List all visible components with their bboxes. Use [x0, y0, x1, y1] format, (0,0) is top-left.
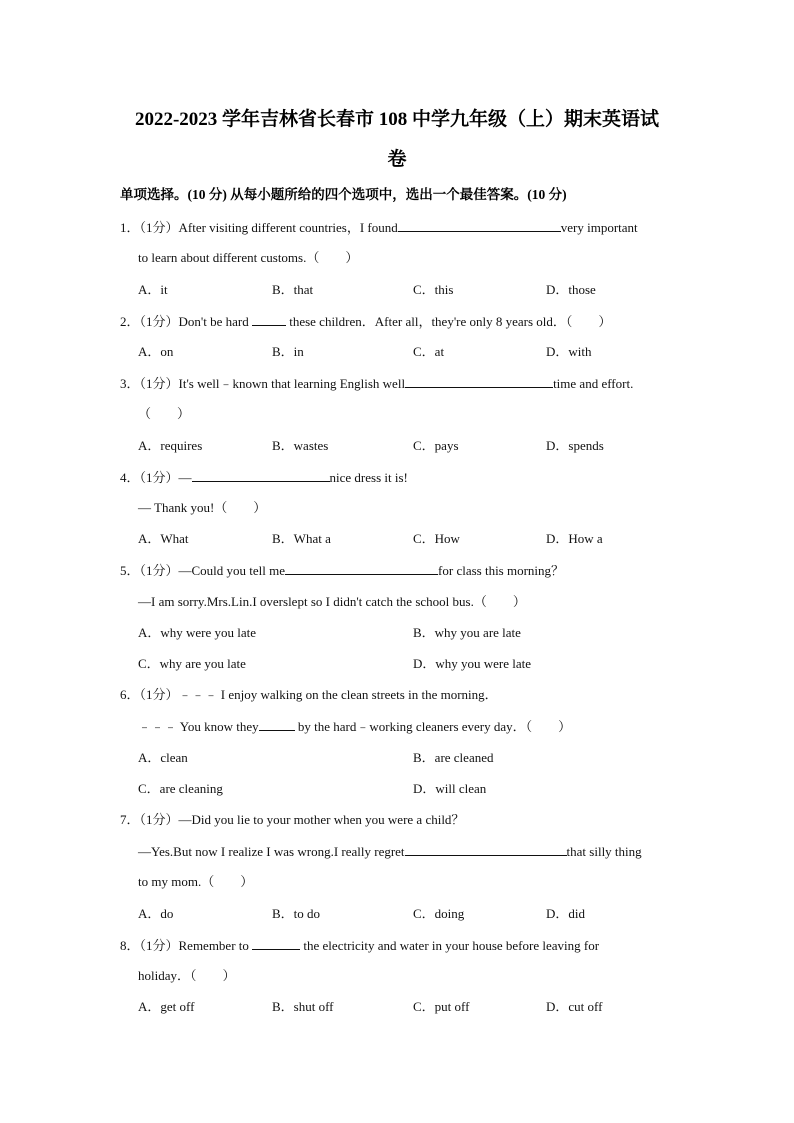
question-6-text: ﹣﹣﹣ You know they — [138, 719, 259, 734]
question-7-text-cont: that silly thing — [566, 844, 642, 859]
answer-blank — [252, 312, 286, 326]
exam-title-line-2: 卷 — [387, 149, 407, 170]
option-a: A．do — [138, 906, 174, 921]
option-b: B．why you are late — [413, 625, 521, 640]
option-b: B．wastes — [272, 438, 329, 453]
question-8 — [120, 936, 599, 955]
question-6-text-cont: by the hard﹣working cleaners every day．（ ） — [297, 719, 572, 734]
option-d: D．will clean — [413, 781, 487, 796]
question-3 — [120, 374, 633, 393]
answer-blank — [405, 374, 553, 388]
option-b: B．are cleaned — [413, 750, 494, 765]
question-7-text: —Yes.But now I realize I was wrong.I really regret — [138, 844, 405, 859]
question-3-line-2: （ ） — [138, 406, 191, 421]
answer-blank — [259, 717, 295, 731]
option-a: A．on — [138, 344, 174, 359]
option-c: C．put off — [413, 999, 470, 1014]
option-d: D．with — [546, 344, 592, 359]
question-2 — [120, 312, 611, 331]
option-d: D．why you were late — [413, 656, 532, 671]
option-a: A．requires — [138, 438, 203, 453]
question-6: 6．（1分）﹣﹣﹣ I enjoy walking on the clean streets in the morning． — [120, 687, 498, 702]
question-2-text-cont: these children．After all，they're only 8 years old．（ ） — [289, 314, 612, 329]
option-c: C．at — [413, 344, 445, 359]
question-5-text: 5．（1分）—Could you tell me — [120, 563, 286, 578]
question-1-text-cont: very important — [560, 220, 638, 235]
question-7: 7．（1分）—Did you lie to your mother when you were a child？ — [120, 812, 465, 827]
question-5-line-2: —I am sorry.Mrs.Lin.I overslept so I didn't catch the school bus.（ ） — [138, 594, 526, 609]
option-c: C．How — [413, 531, 460, 546]
question-7-line-2 — [138, 842, 642, 861]
option-d: D．How a — [546, 531, 603, 546]
exam-title-line-1: 2022-2023 学年吉林省长春市 108 中学九年级（上）期末英语试 — [134, 109, 660, 130]
option-d: D．cut off — [546, 999, 603, 1014]
option-d: D．spends — [546, 438, 604, 453]
question-2-text: 2．（1分）Don't be hard — [120, 314, 249, 329]
option-c: C．doing — [413, 906, 465, 921]
option-b: B．that — [272, 282, 314, 297]
question-1-line-2: to learn about different customs.（ ） — [138, 250, 359, 265]
option-d: D．those — [546, 282, 596, 297]
option-b: B．shut off — [272, 999, 334, 1014]
question-1-text: 1．（1分）After visiting different countries，I found — [120, 220, 398, 235]
option-a: A．What — [138, 531, 189, 546]
question-6-line-2 — [138, 717, 571, 736]
question-8-line-2: holiday．（ ） — [138, 968, 236, 983]
question-1 — [120, 218, 638, 237]
answer-blank — [252, 936, 300, 950]
option-a: A．it — [138, 282, 168, 297]
answer-blank — [405, 842, 567, 856]
question-8-text-cont: the electricity and water in your house before leaving for — [303, 938, 600, 953]
option-b: B．What a — [272, 531, 331, 546]
question-8-text: 8．（1分）Remember to — [120, 938, 249, 953]
option-c: C．this — [413, 282, 454, 297]
option-d: D．did — [546, 906, 586, 921]
option-c: C．are cleaning — [138, 781, 223, 796]
option-c: C．pays — [413, 438, 459, 453]
option-a: A．get off — [138, 999, 195, 1014]
question-5 — [120, 561, 564, 580]
section-heading: 单项选择。(10 分) 从每小题所给的四个选项中，选出一个最佳答案。(10 分) — [120, 187, 567, 202]
option-b: B．to do — [272, 906, 321, 921]
question-3-text: 3．（1分）It's well﹣known that learning English well — [120, 376, 406, 391]
option-a: A．why were you late — [138, 625, 257, 640]
answer-blank — [192, 468, 330, 482]
question-4-text-cont: nice dress it is! — [329, 470, 408, 485]
option-b: B．in — [272, 344, 304, 359]
question-4 — [120, 468, 408, 487]
option-a: A．clean — [138, 750, 188, 765]
question-7-line-3: to my mom.（ ） — [138, 874, 254, 889]
question-4-line-2: — Thank you!（ ） — [138, 500, 267, 515]
question-5-text-cont: for class this morning？ — [438, 563, 565, 578]
question-3-text-cont: time and effort. — [553, 376, 634, 391]
answer-blank — [398, 218, 561, 232]
question-4-text: 4．（1分）— — [120, 470, 192, 485]
option-c: C．why are you late — [138, 656, 246, 671]
answer-blank — [285, 561, 438, 575]
